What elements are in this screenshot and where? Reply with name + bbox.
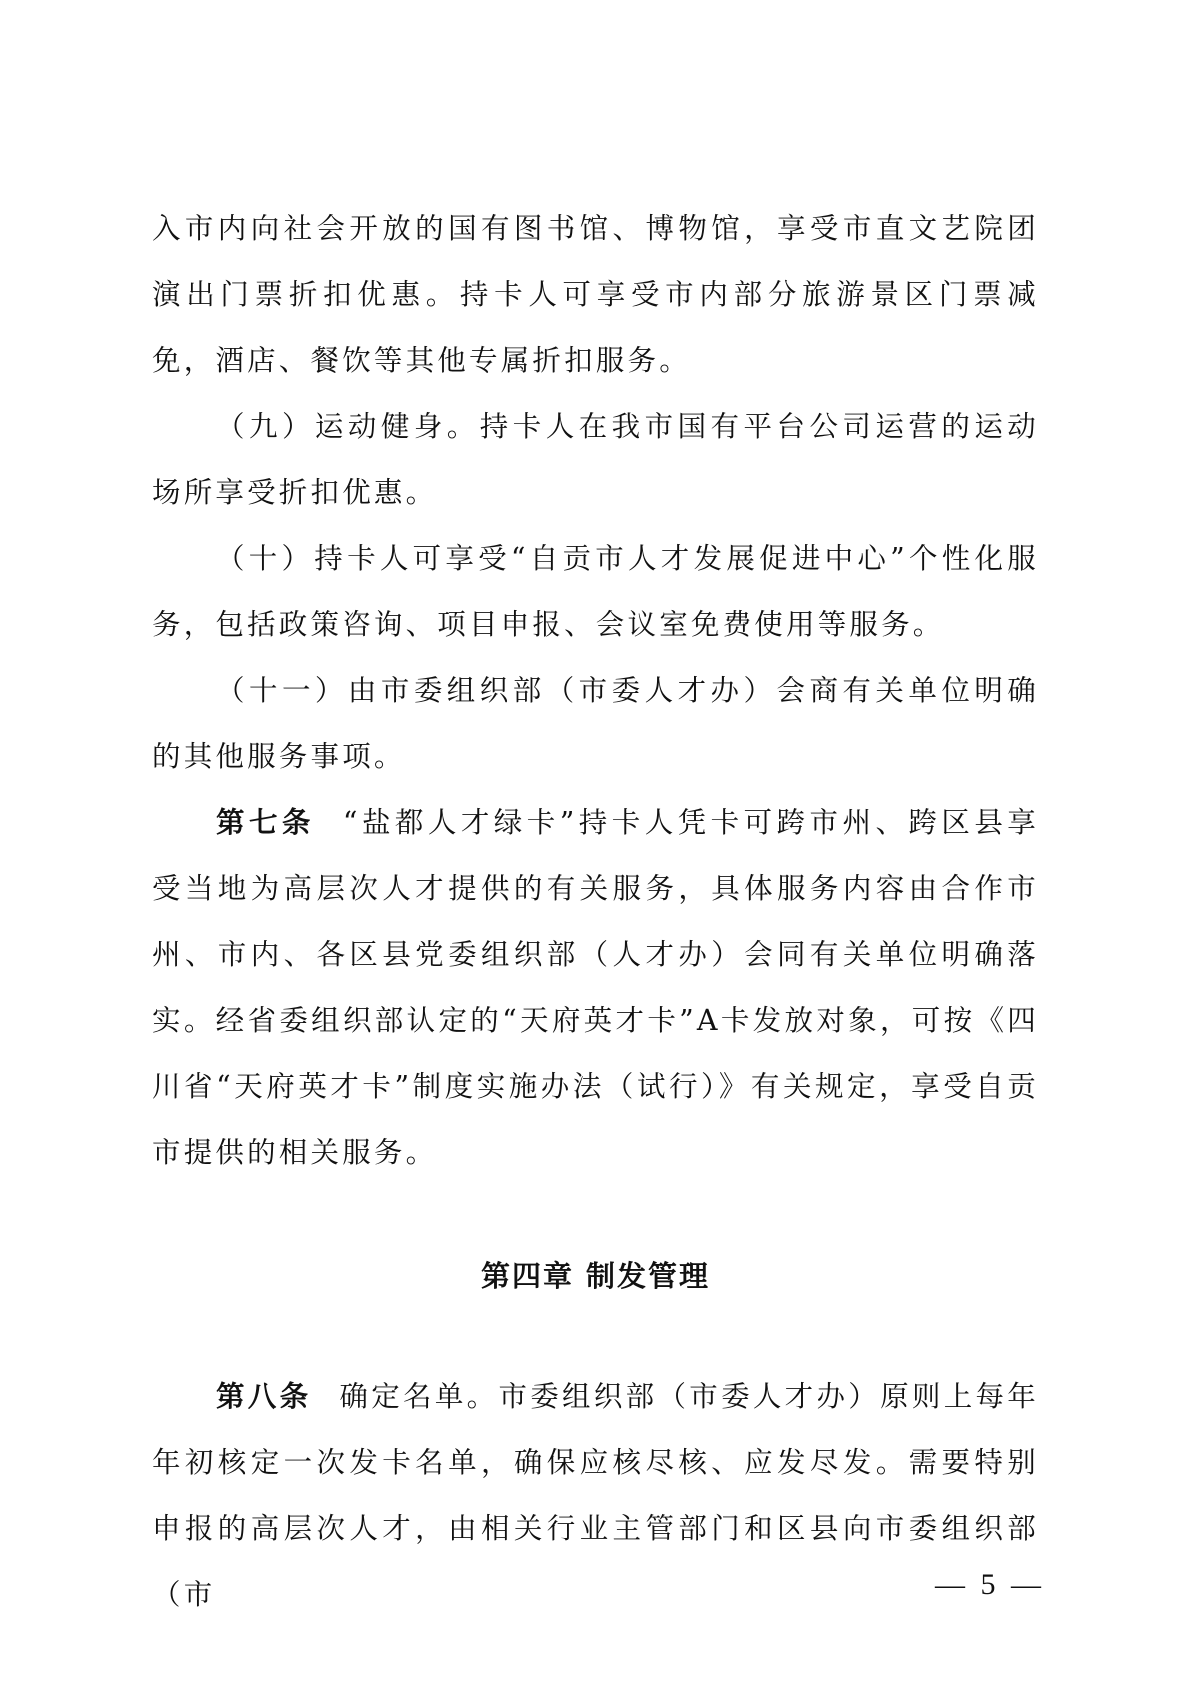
page-number: — 5 —: [935, 1568, 1045, 1601]
article-7-label: 第七条: [216, 806, 315, 839]
paragraph-item-11: （十一）由市委组织部（市委人才办）会商有关单位明确的其他服务事项。: [152, 674, 1039, 773]
paragraph-item-10: （十）持卡人可享受“自贡市人才发展促进中心”个性化服务，包括政策咨询、项目申报、会议室免费使用等服务。: [152, 542, 1039, 641]
document-page: [152, 196, 1039, 1628]
paragraph-item-9: （九）运动健身。持卡人在我市国有平台公司运营的运动场所享受折扣优惠。: [152, 410, 1039, 509]
paragraph-continuation: 入市内向社会开放的国有图书馆、博物馆，享受市直文艺院团演出门票折扣优惠。持卡人可享受市内部分旅游景区门票减免，酒店、餐饮等其他专属折扣服务。: [152, 212, 1039, 377]
chapter-title: 第四章 制发管理: [480, 1259, 711, 1293]
article-8-text: 确定名单。市委组织部（市委人才办）原则上每年年初核定一次发卡名单，确保应核尽核、应发尽发。需要特别申报的高层次人才，由相关行业主管部门和区县向市委组织部（市: [152, 1380, 1039, 1611]
article-8-paragraph: [152, 1364, 1039, 1628]
article-7-text: “盐都人才绿卡”持卡人凭卡可跨市州、跨区县享受当地为高层次人才提供的有关服务，具体服务内容由合作市州、市内、各区县党委组织部（人才办）会同有关单位明确落实。经省委组织部认定的“天府英才卡”A卡发放对象，可按《四川省“天府英才卡”制度实施办法（试行）》有关规定，享受自贡市提供的相关服务。: [152, 806, 1039, 1169]
article-8-label: 第八条: [216, 1380, 312, 1413]
article-7-paragraph: [152, 790, 1039, 1186]
